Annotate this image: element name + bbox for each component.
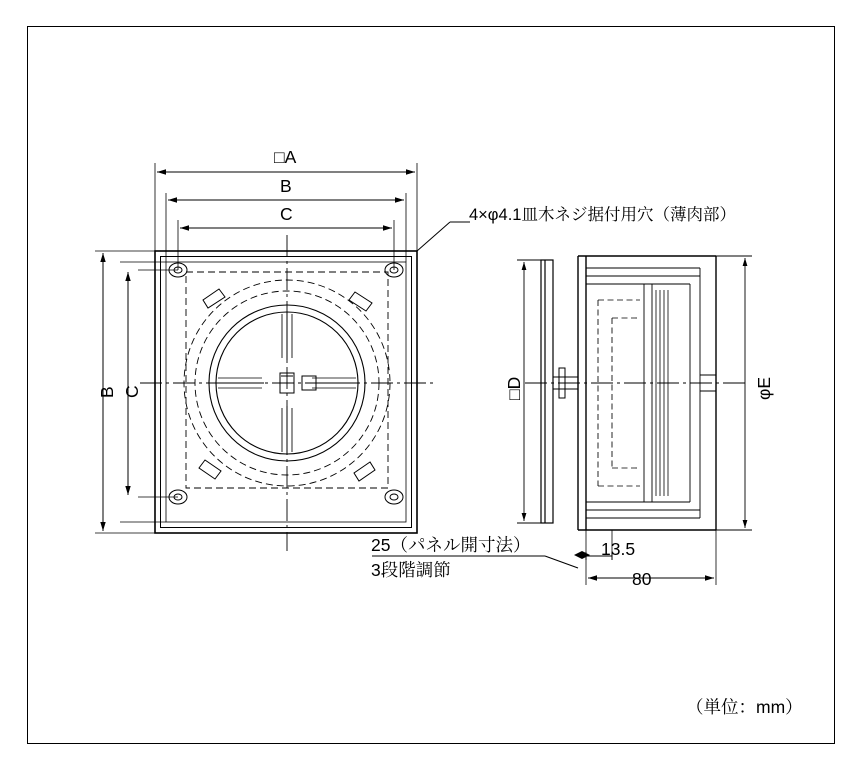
side-hatching	[656, 290, 668, 496]
screw-note-leader	[417, 222, 470, 251]
front-outer-square	[155, 251, 417, 533]
side-dim-phi-e	[716, 256, 752, 530]
label-c-left: C	[122, 385, 142, 398]
label-square-d: □D	[504, 376, 524, 400]
label-square-a: □A	[274, 147, 297, 167]
side-dim-tick	[574, 551, 590, 559]
label-unit-note: （単位：mm）	[686, 697, 803, 717]
label-dim-13-5: 13.5	[601, 539, 636, 559]
side-body-outline	[578, 256, 716, 530]
label-dim-80: 80	[632, 569, 652, 589]
side-flange-plate	[541, 260, 553, 523]
label-b-left: B	[97, 386, 117, 398]
side-hidden-lines	[598, 300, 640, 486]
label-phi-e: φE	[754, 376, 774, 400]
side-body-details	[586, 268, 700, 518]
label-panel-open-note: 25（パネル開寸法）	[371, 535, 531, 555]
label-c-top: C	[280, 204, 293, 224]
label-b-top: B	[280, 176, 292, 196]
label-screw-hole-note: 4×φ4.1皿木ネジ据付用穴（薄肉部）	[469, 206, 736, 224]
label-panel-steps-note: 3段階調節	[371, 560, 451, 580]
